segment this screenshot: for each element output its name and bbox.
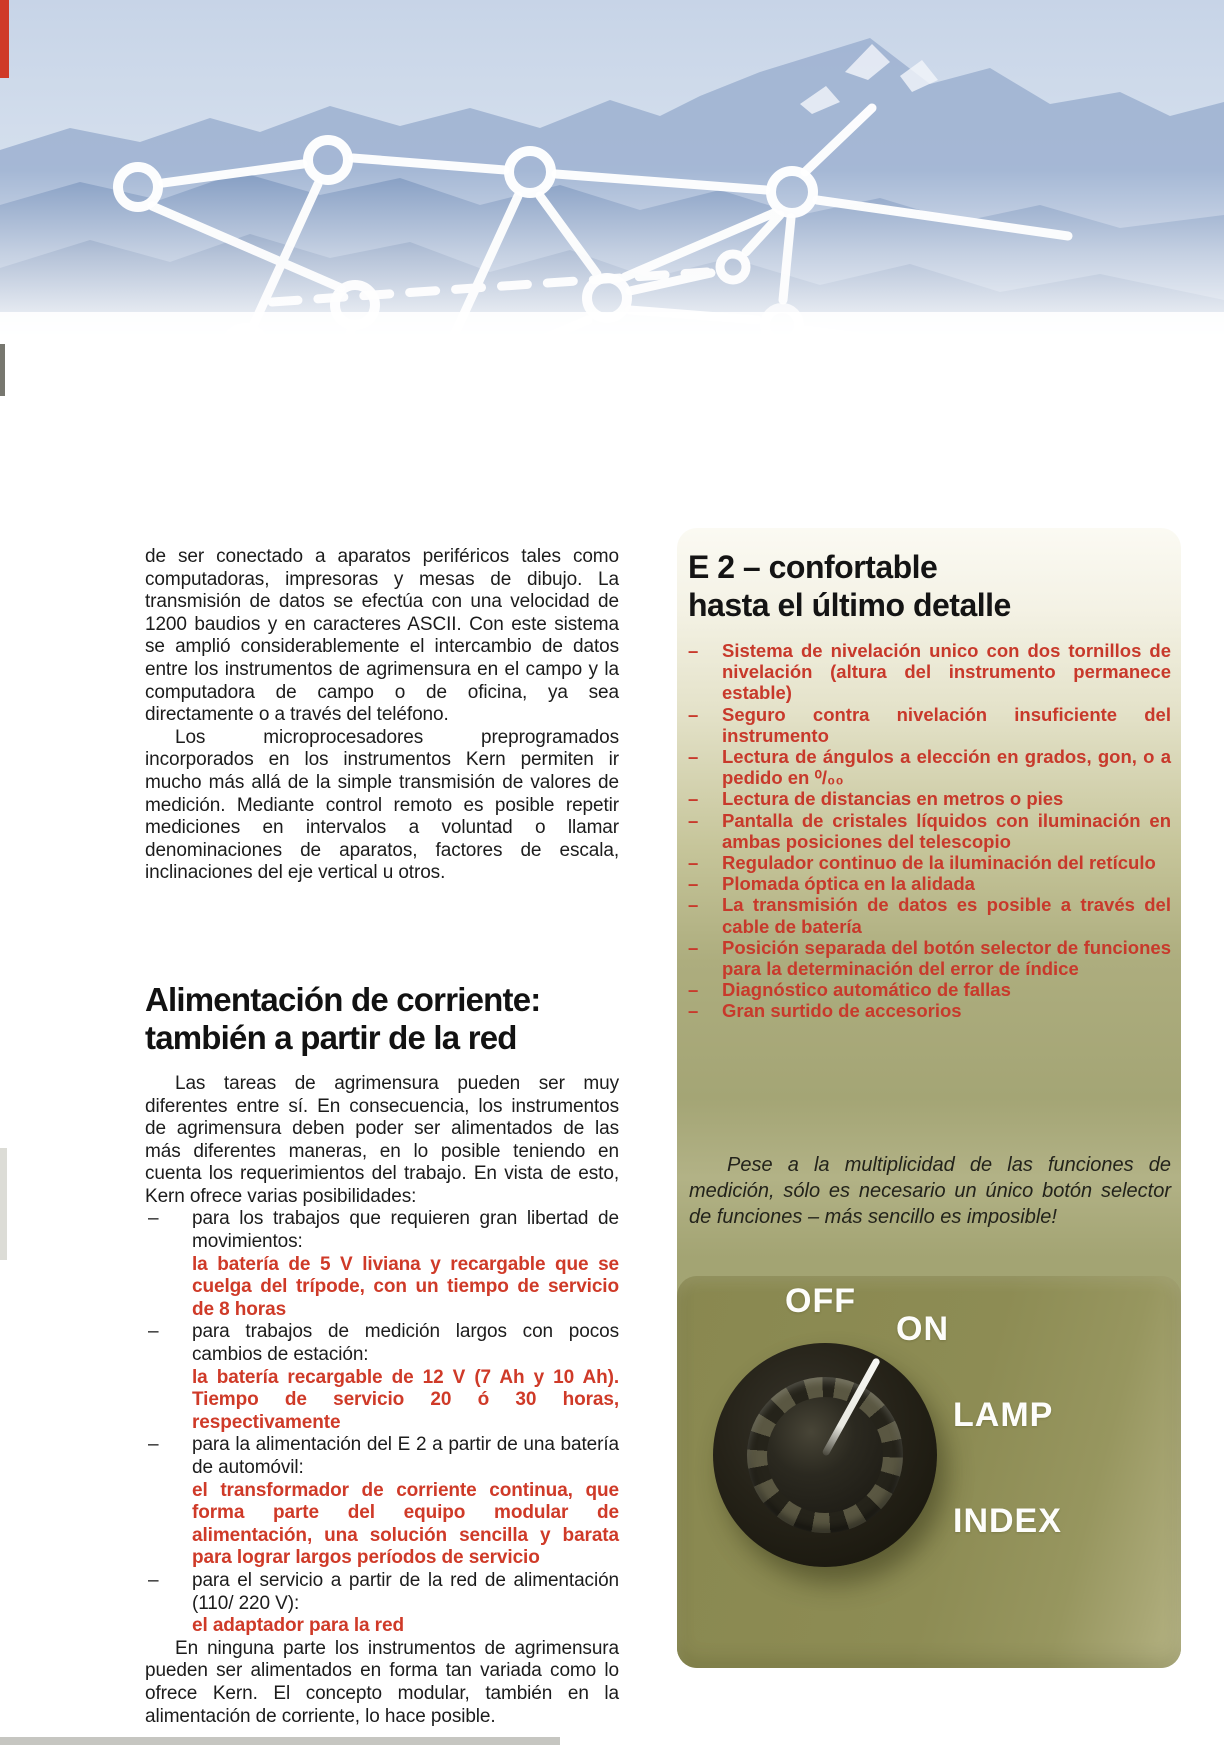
- paragraph-conclusion: En ninguna parte los instrumentos de agrimensura pueden ser alimentados en forma tan variada como lo ofrece Kern. El concepto modular, también en la alimentación de corriente, lo hace posible.: [145, 1637, 619, 1727]
- heading-line2: también a partir de la red: [145, 1018, 517, 1056]
- panel-heading: [688, 548, 1158, 624]
- scan-artifact-red-bar: [0, 0, 9, 78]
- power-option-text: para los trabajos que requieren gran libertad de movimientos:: [192, 1208, 619, 1253]
- dash-bullet: –: [148, 1208, 159, 1230]
- power-option: [145, 1321, 619, 1434]
- dash-bullet: –: [688, 640, 699, 661]
- feature-text: Lectura de distancias en metros o pies: [722, 788, 1064, 810]
- dash-bullet: –: [688, 873, 699, 895]
- dash-bullet: –: [688, 936, 699, 958]
- dash-bullet: –: [688, 809, 699, 831]
- feature-text: Sistema de nivelación unico con dos tornillos de nivelación (altura del instrumento permanece estable): [722, 640, 1171, 704]
- section-heading-power-supply: [145, 981, 619, 1057]
- feature-text: Seguro contra nivelación insuficiente del instrumento: [722, 703, 1171, 746]
- mountain-network-illustration: [0, 0, 1224, 340]
- dash-bullet: –: [688, 746, 699, 768]
- feature-text: Posición separada del botón selector de funciones para la determinación del error de índice: [722, 936, 1171, 980]
- dash-bullet: –: [688, 703, 699, 725]
- power-option-highlight: la batería recargable de 12 V (7 Ah y 10 Ah). Tiempo de servicio 20 ó 30 horas, respectivamente: [192, 1366, 619, 1433]
- feature-text: Lectura de ángulos a elección en grados, gon, o a pedido en ⁰/₀₀: [722, 746, 1171, 789]
- feature-text: Gran surtido de accesorios: [722, 1000, 962, 1022]
- mountain-network-photo: [0, 0, 1224, 340]
- feature-item: [677, 810, 1181, 852]
- knob-label-off: OFF: [785, 1282, 856, 1320]
- feature-item: [677, 937, 1181, 979]
- feature-text: Diagnóstico automático de fallas: [722, 979, 1011, 1001]
- feature-item: [677, 852, 1181, 873]
- knob-label-on: ON: [896, 1310, 949, 1348]
- italic-note: Pese a la multiplicidad de las funciones de medición, sólo es necesario un único botón selector de funciones – más sencillo es imposible!: [689, 1154, 1171, 1228]
- fog-bottom: [0, 312, 1224, 340]
- feature-item: [677, 788, 1181, 809]
- dash-bullet: –: [148, 1569, 159, 1591]
- feature-item: [677, 640, 1181, 704]
- feature-item: [677, 873, 1181, 894]
- power-option-text: para trabajos de medición largos con pocos cambios de estación:: [192, 1321, 619, 1366]
- dash-bullet: –: [688, 852, 699, 874]
- feature-list: [677, 640, 1181, 1022]
- power-options-list: [145, 1208, 619, 1637]
- dash-bullet: –: [688, 894, 699, 916]
- feature-item: [677, 979, 1181, 1000]
- scan-artifact-dark-sliver: [0, 344, 5, 396]
- feature-text: La transmisión de datos es posible a través del cable de batería: [722, 894, 1171, 937]
- feature-item: [677, 1000, 1181, 1021]
- power-option-highlight: el transformador de corriente continua, que forma parte del equipo modular de alimentación, una solución sencilla y barata para lograr largos períodos de servicio: [192, 1479, 619, 1569]
- power-option: [145, 1208, 619, 1321]
- feature-text: Plomada óptica en la alidada: [722, 873, 975, 895]
- power-option-text: para la alimentación del E 2 a partir de una batería de automóvil:: [192, 1434, 619, 1478]
- dash-bullet: –: [688, 979, 699, 1001]
- paragraph-data-transmission: de ser conectado a aparatos periféricos tales como computadoras, impresoras y mesas de dibujo. La transmisión de datos se efectúa con una velocidad de 1200 baudios y en caracteres ASCII. Con este sistema se amplió considerablemente el intercambio de datos entre los instrumentos de agrimensura en el campo y la computadora de campo o de oficina, ya sea directamente o a través del teléfono.: [145, 546, 619, 726]
- knob-label-index: INDEX: [953, 1502, 1062, 1540]
- dash-bullet: –: [148, 1321, 159, 1343]
- selector-knob-photo: [677, 1276, 1181, 1668]
- dash-bullet: –: [688, 1000, 699, 1022]
- power-option-highlight: el adaptador para la red: [192, 1615, 404, 1637]
- scan-artifact-bottom-strip: [0, 1737, 560, 1745]
- feature-panel: [677, 528, 1181, 1668]
- feature-item: [677, 746, 1181, 788]
- scan-artifact-light-sliver: [0, 1148, 7, 1260]
- heading-line1: Alimentación de corriente:: [145, 980, 541, 1018]
- power-option-highlight: la batería de 5 V liviana y recargable que se cuelga del trípode, con un tiempo de servicio de 8 horas: [192, 1253, 619, 1320]
- feature-item: [677, 704, 1181, 746]
- power-option-text: para el servicio a partir de la red de alimentación (110/ 220 V):: [192, 1569, 619, 1614]
- paragraph-survey-tasks: Las tareas de agrimensura pueden ser muy diferentes entre sí. En consecuencia, los instrumentos de agrimensura deben poder ser alimentados de las más diferentes maneras, en lo posible teniendo en cuenta los requerimientos del trabajo. En vista de esto, Kern ofrece varias posibilidades:: [145, 1072, 619, 1207]
- left-text-column: [145, 546, 619, 1728]
- feature-text: Pantalla de cristales líquidos con iluminación en ambas posiciones del telescopio: [722, 809, 1171, 852]
- feature-item: [677, 894, 1181, 936]
- dash-bullet: –: [148, 1434, 159, 1456]
- knob-label-lamp: LAMP: [953, 1396, 1054, 1434]
- panel-heading-line1: E 2 – confortable: [688, 549, 938, 585]
- power-option: [145, 1570, 619, 1638]
- panel-heading-line2: hasta el último detalle: [688, 587, 1011, 623]
- feature-text: Regulador continuo de la iluminación del retículo: [722, 852, 1156, 874]
- power-option: [145, 1434, 619, 1570]
- dash-bullet: –: [688, 788, 699, 810]
- paragraph-microprocessors: Los microprocesadores preprogramados incorporados en los instrumentos Kern permiten ir mucho más allá de la simple transmisión de valores de medición. Mediante control remoto es posible repetir mediciones en intervalos a voluntad o llamar denominaciones de aparatos, factores de escala, inclinaciones del eje vertical u otros.: [145, 726, 619, 884]
